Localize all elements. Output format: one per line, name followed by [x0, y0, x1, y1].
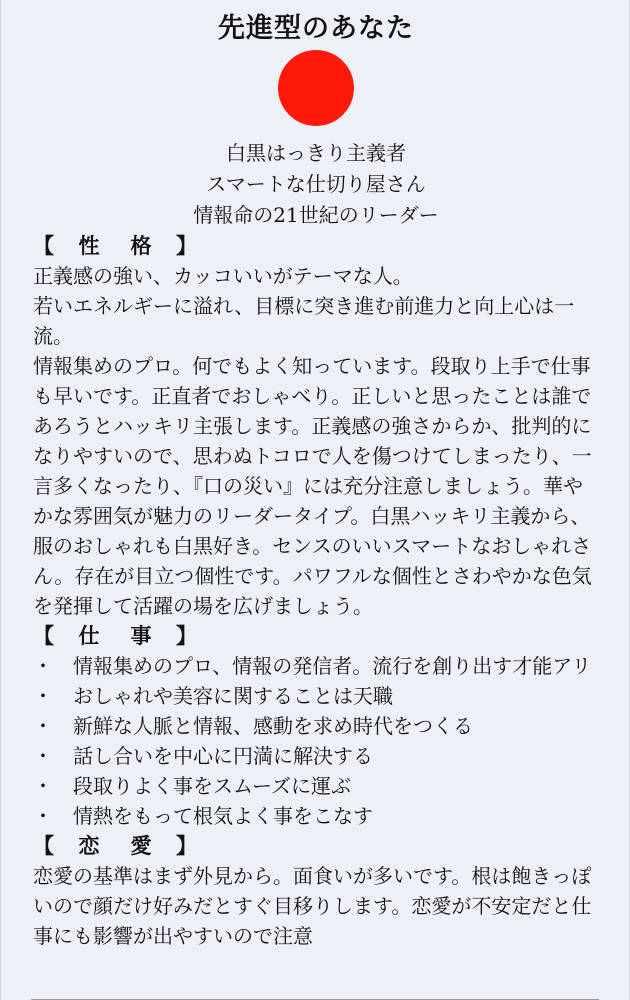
list-item: [33, 771, 599, 801]
list-item: [33, 741, 599, 771]
heading-char: 事: [130, 623, 152, 648]
bracket-open: 【: [33, 233, 54, 258]
bullet-icon: ・: [33, 744, 53, 768]
page-title: 先進型のあなた: [218, 13, 414, 44]
heading-char: 愛: [130, 833, 152, 858]
heading-char: 仕: [78, 623, 100, 648]
personality-text: 情報集めのプロ。何でもよく知っています。段取り上手で仕事も早いです。正直者でおしゃべり。正しいと思ったことは誰であろうとハッキリ主張します。正義感の強さからか、批判的になりやすいので、思わぬトコロで人を傷つけてしまったり、一言多くなったり、『口の災い』には充分注意しましょう。華やかな雰囲気が魅力のリーダータイプ。白黒ハッキリ主義から、服のおしゃれも白黒好き。センスのいいスマートなおしゃれさん。存在が目立つ個性です。パワフルな個性とさわやかな色気を発揮して活躍の場を広げましょう。: [33, 354, 592, 618]
heading-char: 格: [130, 233, 152, 258]
sun-image-wrap: [33, 50, 599, 130]
list-item-text: 新鮮な人脈と情報、感動を求め時代をつくる: [73, 714, 473, 738]
bullet-icon: ・: [33, 684, 53, 708]
bullet-icon: ・: [33, 774, 53, 798]
list-item-text: 段取りよく事をスムーズに運ぶ: [73, 774, 351, 798]
subtitle-line: スマートな仕切り屋さん: [206, 172, 426, 196]
bracket-close: 】: [176, 623, 197, 648]
list-item: [33, 711, 599, 741]
bullet-icon: ・: [33, 804, 53, 828]
personality-text: 若いエネルギーに溢れ、目標に突き進む前進力と向上心は一流。: [33, 294, 575, 348]
bracket-close: 】: [176, 233, 197, 258]
section-heading-love: [33, 831, 599, 861]
subtitle-line: 情報命の21世紀のリーダー: [193, 203, 439, 227]
list-item: [33, 681, 599, 711]
section-heading-work: [33, 621, 599, 651]
work-list: [33, 651, 599, 831]
list-item: [33, 651, 599, 681]
bracket-open: 【: [33, 623, 54, 648]
bullet-icon: ・: [33, 714, 53, 738]
bracket-open: 【: [33, 833, 54, 858]
bracket-close: 】: [176, 833, 197, 858]
bullet-icon: ・: [33, 654, 53, 678]
love-text: 恋愛の基準はまず外見から。面食いが多いです。根は飽きっぽいので顔だけ好みだとすぐ目移りします。恋愛が不安定だと仕事にも影響が出やすいので注意: [33, 864, 592, 948]
list-item: [33, 801, 599, 831]
list-item-text: 話し合いを中心に円満に解決する: [73, 744, 373, 768]
heading-char: 性: [78, 233, 100, 258]
section-heading-personality: [33, 231, 599, 261]
personality-text: 正義感の強い、カッコいいがテーマな人。: [33, 264, 413, 288]
subtitle-block: [33, 138, 599, 231]
list-item-text: おしゃれや美容に関することは天職: [73, 684, 393, 708]
list-item-text: 情熱をもって根気よく事をこなす: [73, 804, 373, 828]
heading-char: 恋: [78, 833, 100, 858]
red-circle-icon: [278, 50, 354, 126]
list-item-text: 情報集めのプロ、情報の発信者。流行を創り出す才能アリ: [73, 654, 592, 678]
subtitle-line: 白黒はっきり主義者: [226, 141, 406, 165]
